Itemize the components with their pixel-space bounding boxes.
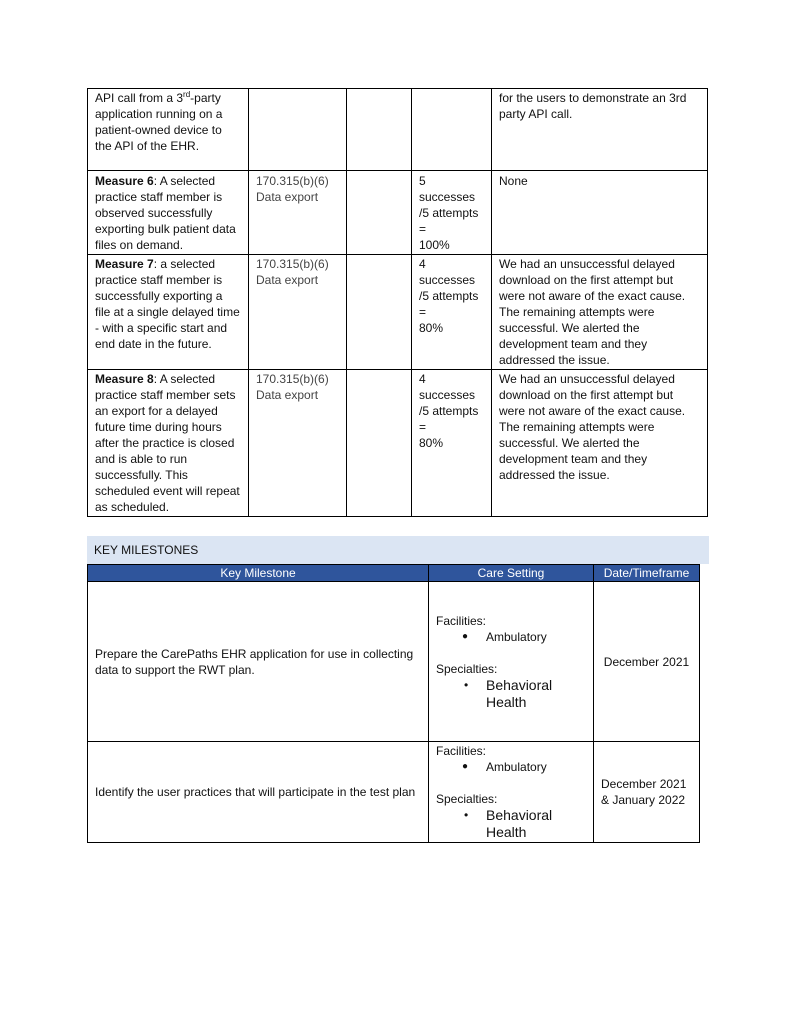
list-item: ● Ambulatory bbox=[436, 759, 586, 775]
measure-description-cell: Measure 6: A selected practice staff member is observed successfully exporting bulk patient data files on demand. bbox=[88, 171, 249, 255]
date-cell: December 2021 & January 2022 bbox=[594, 742, 700, 843]
empty-cell bbox=[347, 171, 412, 255]
notes-cell: for the users to demonstrate an 3rd party API call. bbox=[492, 89, 708, 171]
criteria-cell: 170.315(b)(6) Data export bbox=[249, 255, 347, 370]
table-row bbox=[88, 89, 708, 171]
measure-description-cell: Measure 7: a selected practice staff member is successfully exporting a file at a single delayed time - with a specific start and end date in the future. bbox=[88, 255, 249, 370]
empty-cell bbox=[347, 255, 412, 370]
milestones-table bbox=[87, 564, 700, 843]
measure-label: Measure 8 bbox=[95, 372, 154, 386]
table-row bbox=[88, 582, 700, 742]
table-row bbox=[88, 171, 708, 255]
measure-label: Measure 6 bbox=[95, 174, 154, 188]
notes-cell: We had an unsuccessful delayed download on the first attempt but were not aware of the exact cause. The remaining attempts were successful. We alerted the development team and they addressed the issue. bbox=[492, 255, 708, 370]
measures-table bbox=[87, 88, 708, 517]
result-cell: 4 successes /5 attempts = 80% bbox=[412, 370, 492, 517]
section-heading-bar bbox=[87, 536, 709, 564]
care-setting-cell: Facilities: ● Ambulatory Specialties: • Behavioral Health bbox=[429, 582, 594, 742]
specialties-list bbox=[436, 807, 586, 841]
facilities-list bbox=[436, 759, 586, 775]
empty-cell bbox=[347, 89, 412, 171]
date-cell: December 2021 bbox=[594, 582, 700, 742]
criteria-cell: 170.315(b)(6) Data export bbox=[249, 370, 347, 517]
result-cell: 5 successes /5 attempts = 100% bbox=[412, 171, 492, 255]
column-header-milestone: Key Milestone bbox=[88, 565, 429, 582]
criteria-cell: 170.315(b)(6) Data export bbox=[249, 171, 347, 255]
column-header-care-setting: Care Setting bbox=[429, 565, 594, 582]
list-item: ● Ambulatory bbox=[436, 629, 586, 645]
notes-cell: We had an unsuccessful delayed download on the first attempt but were not aware of the exact cause. The remaining attempts were successful. We alerted the development team and they addressed the issue. bbox=[492, 370, 708, 517]
empty-cell bbox=[347, 370, 412, 517]
table-row bbox=[88, 742, 700, 843]
measure-description-cell: Measure 8: A selected practice staff member sets an export for a delayed future time during hours after the practice is closed and is able to run successfully. This scheduled event will repeat as scheduled. bbox=[88, 370, 249, 517]
result-cell: 4 successes /5 attempts = 80% bbox=[412, 255, 492, 370]
specialties-list bbox=[436, 677, 586, 711]
column-header-date: Date/Timeframe bbox=[594, 565, 700, 582]
notes-cell: None bbox=[492, 171, 708, 255]
list-item: • Behavioral Health bbox=[436, 677, 566, 711]
measure-label: Measure 7 bbox=[95, 257, 154, 271]
section-title: KEY MILESTONES bbox=[94, 543, 199, 557]
facilities-list bbox=[436, 629, 586, 645]
care-setting-cell: Facilities: ● Ambulatory Specialties: • Behavioral Health bbox=[429, 742, 594, 843]
measure-description-cell: API call from a 3rd-party application running on a patient-owned device to the API of the EHR. bbox=[88, 89, 249, 171]
table-row bbox=[88, 255, 708, 370]
milestone-cell: Prepare the CarePaths EHR application for use in collecting data to support the RWT plan. bbox=[88, 582, 429, 742]
milestone-cell: Identify the user practices that will participate in the test plan bbox=[88, 742, 429, 843]
result-cell bbox=[412, 89, 492, 171]
criteria-cell bbox=[249, 89, 347, 171]
table-header-row bbox=[88, 565, 700, 582]
list-item: • Behavioral Health bbox=[436, 807, 566, 841]
table-row bbox=[88, 370, 708, 517]
